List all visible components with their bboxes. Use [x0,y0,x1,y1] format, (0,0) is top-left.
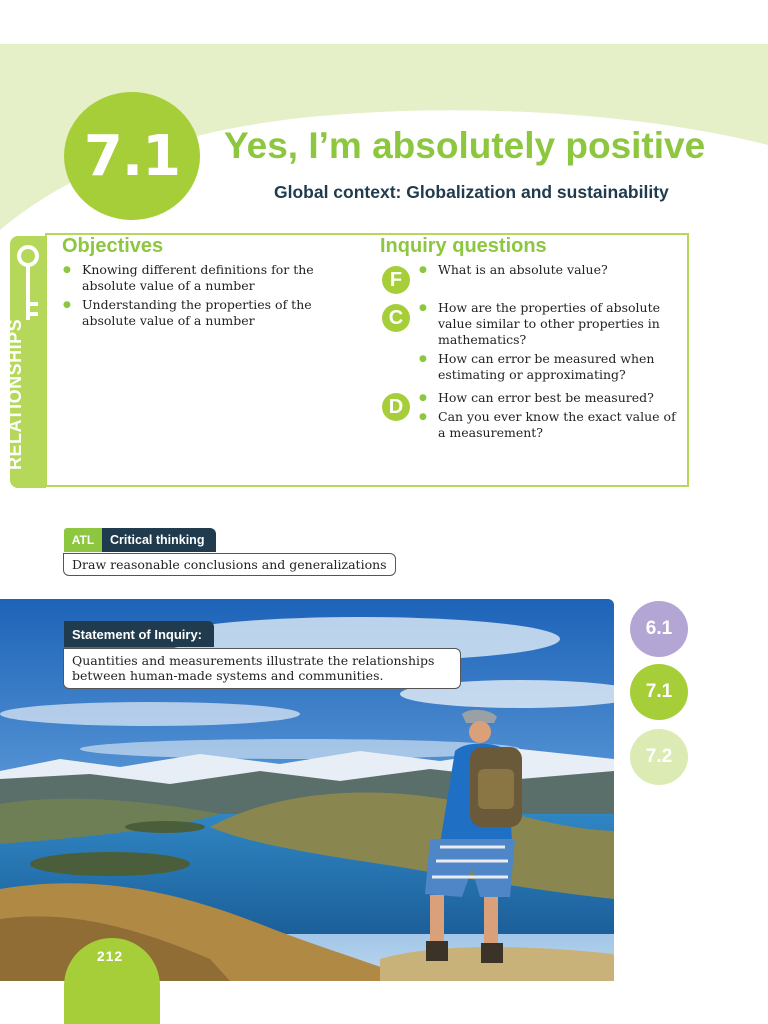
section-nav-7-2[interactable]: 7.2 [630,729,688,785]
atl-skill-text: Draw reasonable conclusions and generalizations [63,553,396,576]
inquiry-question: ● How can error best be measured? [418,390,678,406]
objectives-heading: Objectives [62,235,164,257]
section-nav-6-1[interactable]: 6.1 [630,601,688,657]
key-icon [10,240,46,330]
conceptual-questions [418,300,678,386]
conceptual-badge: C [382,304,410,332]
section-number-badge: 7.1 [64,92,200,220]
factual-questions [418,262,678,281]
inquiry-question: ● How are the properties of absolute value similar to other properties in mathematics? [418,300,678,348]
atl-tag: ATL [64,528,102,552]
statement-of-inquiry-title: Statement of Inquiry: [64,621,214,647]
statement-of-inquiry-text: Quantities and measurements illustrate the relationships between human-made systems and communities. [63,648,461,689]
global-context: Global context: Globalization and sustainability [274,182,669,202]
key-concept-label: RELATIONSHIPS [5,318,25,470]
objectives-list [62,262,362,332]
inquiry-question: ● How can error be measured when estimating or approximating? [418,351,678,383]
objective-item: ● Knowing different definitions for the absolute value of a number [62,262,362,294]
section-nav-7-1[interactable]: 7.1 [630,664,688,720]
factual-badge: F [382,266,410,294]
objective-item: ● Understanding the properties of the absolute value of a number [62,297,362,329]
section-title: Yes, I’m absolutely positive [224,125,706,166]
inquiry-question: ● What is an absolute value? [418,262,678,278]
debatable-questions [418,390,678,444]
inquiry-question: ● Can you ever know the exact value of a measurement? [418,409,678,441]
page-number: 212 [96,948,124,964]
debatable-badge: D [382,393,410,421]
atl-title: Critical thinking [102,528,216,552]
inquiry-heading: Inquiry questions [380,235,547,257]
